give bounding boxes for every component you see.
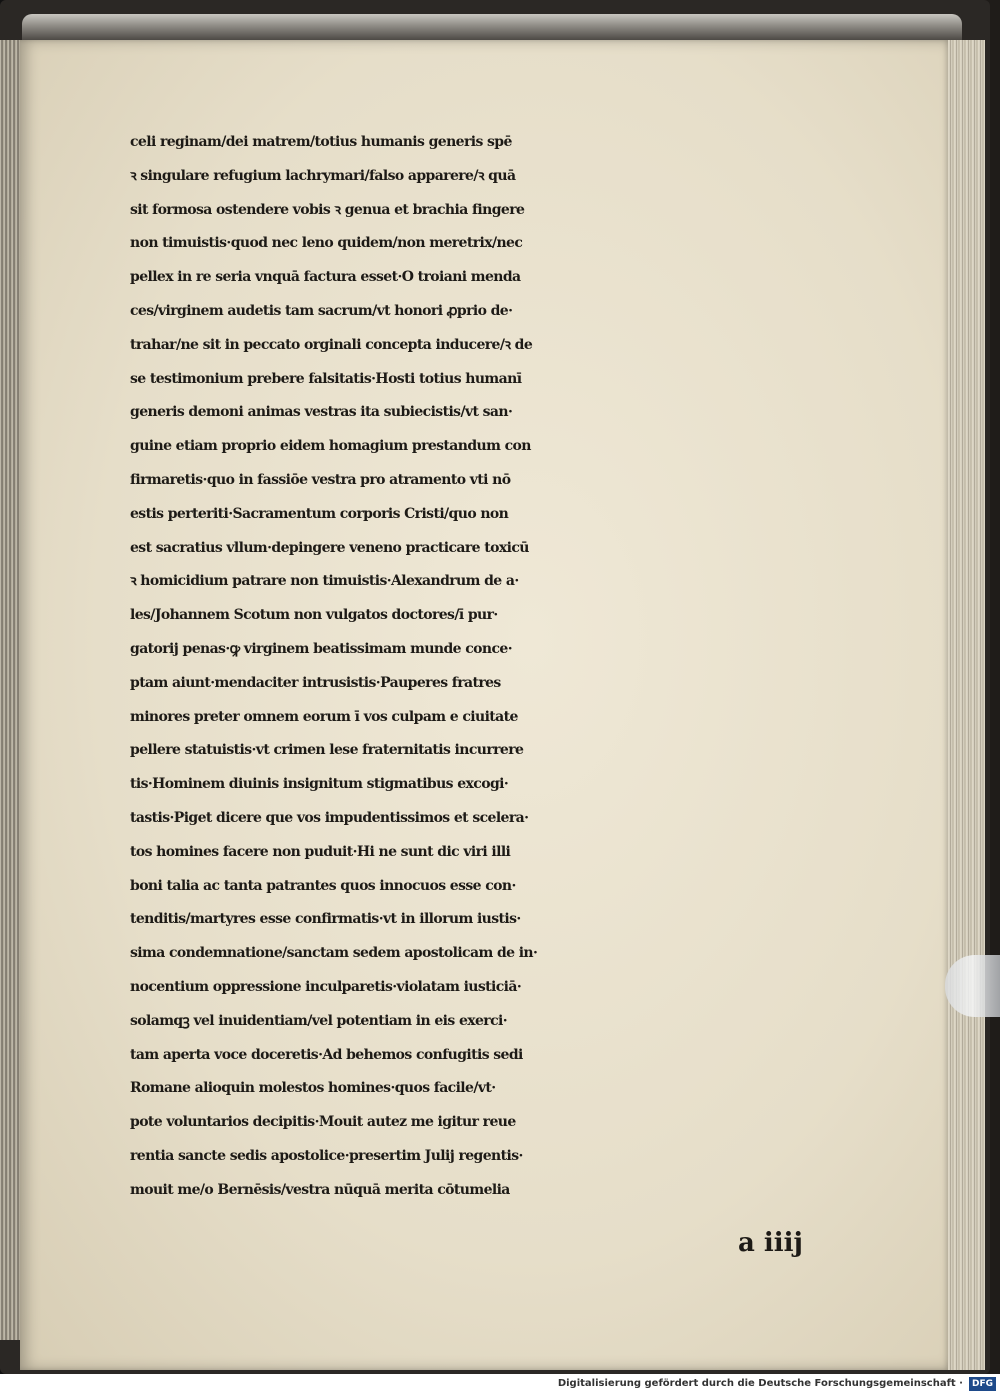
left-page-edges: [0, 40, 20, 1340]
footer-bar: [0, 1374, 1000, 1394]
text-line: Romane alioquin molestos homines·quos facile/vt·: [130, 1080, 496, 1097]
bookmark-tab: [945, 955, 1000, 1017]
text-line: estis perteriti·Sacramentum corporis Cristi/quo non: [130, 505, 509, 522]
text-line: trahar/ne sit in peccato orginali concepta inducere/ꝛ de: [130, 336, 533, 353]
text-line: non timuistis·quod nec leno quidem/non meretrix/nec: [130, 235, 523, 252]
page-text: [130, 126, 910, 1208]
signature-mark: a iiij: [738, 1228, 803, 1258]
text-line: ces/virginem audetis tam sacrum/vt honori ꝓprio de·: [130, 302, 513, 319]
text-line: ꝛ singulare refugium lachrymari/falso apparere/ꝛ quā: [130, 167, 516, 184]
text-line: celi reginam/dei matrem/totius humanis generis spē: [130, 134, 512, 150]
text-line: tam aperta voce doceretis·Ad behemos confugitis sedi: [130, 1046, 523, 1063]
text-line: minores preter omnem eorum ī vos culpam e ciuitate: [130, 708, 518, 725]
footer-text: Digitalisierung gefördert durch die Deutsche Forschungsgemeinschaft ·: [557, 1378, 963, 1389]
text-line: rentia sancte sedis apostolice·presertim Julij regentis·: [130, 1147, 523, 1164]
right-page-stack: [945, 40, 985, 1370]
text-line: les/Johannem Scotum non vulgatos doctores/ī pur·: [130, 607, 498, 624]
text-line: generis demoni animas vestras ita subiecistis/vt san·: [130, 404, 513, 421]
dfg-logo-icon: DFG: [969, 1377, 996, 1391]
text-line: pellere statuistis·vt crimen lese fraternitatis incurrere: [130, 742, 524, 759]
text-line: tis·Hominem diuinis insignitum stigmatibus excogi·: [130, 776, 509, 793]
text-line: se testimonium prebere falsitatis·Hosti totius humanī: [130, 370, 522, 387]
text-line: sima condemnatione/sanctam sedem apostolicam de in·: [130, 945, 538, 962]
text-line: nocentium oppressione inculparetis·violatam iusticiā·: [130, 978, 522, 995]
text-line: gatorij penas·ꝙ virginem beatissimam munde conce·: [130, 640, 512, 657]
text-line: boni talia ac tanta patrantes quos innocuos esse con·: [130, 877, 516, 894]
text-line: sit formosa ostendere vobis ꝛ genua et brachia fingere: [130, 201, 525, 218]
text-line: pote voluntarios decipitis·Mouit autez me igitur reue: [130, 1114, 516, 1131]
text-line: mouit me/o Bernēsis/vestra nūquā merita cōtumelia: [130, 1181, 510, 1198]
text-line: pellex in re seria vnquā factura esset·O troiani menda: [130, 269, 521, 286]
text-line: solamqꝫ vel inuidentiam/vel potentiam in eis exerci·: [130, 1012, 507, 1029]
text-line: guine etiam proprio eidem homagium prestandum con: [130, 438, 531, 455]
text-line: ptam aiunt·mendaciter intrusistis·Pauperes fratres: [130, 674, 501, 691]
text-line: tastis·Piget dicere que vos impudentissimos et scelera·: [130, 809, 529, 826]
text-line: firmaretis·quo in fassiōe vestra pro atramento vti nō: [130, 471, 511, 488]
text-line: est sacratius vllum·depingere veneno practicare toxicū: [130, 539, 529, 556]
text-line: tos homines facere non puduit·Hi ne sunt dic viri illi: [130, 843, 511, 860]
text-line: ꝛ homicidium patrare non timuistis·Alexandrum de a·: [130, 573, 519, 590]
text-line: tenditis/martyres esse confirmatis·vt in illorum iustis·: [130, 911, 521, 928]
